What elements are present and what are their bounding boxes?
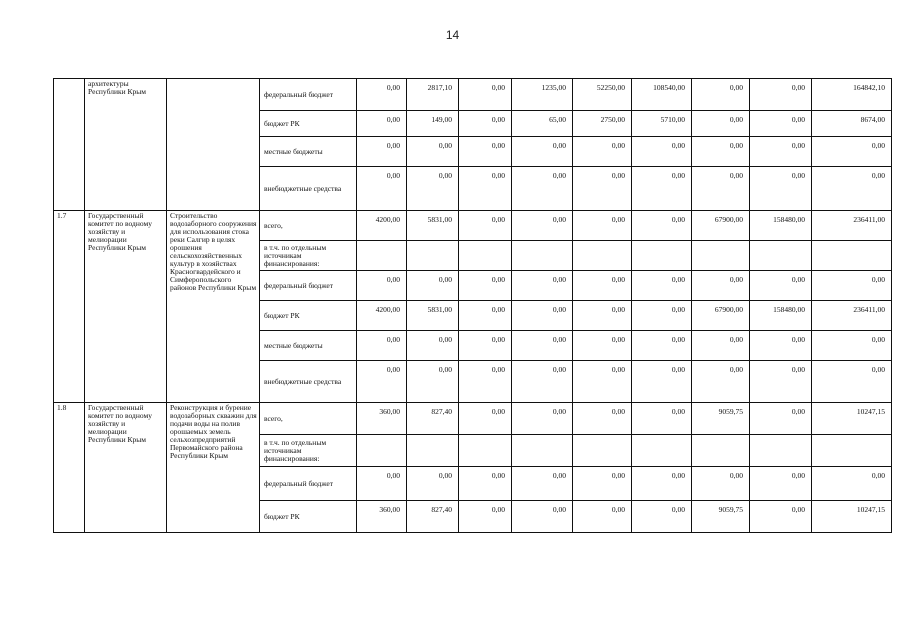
amount-cell: 360,00	[357, 501, 407, 533]
amount-cell: 0,00	[750, 501, 812, 533]
amount-cell: 0,00	[357, 111, 407, 137]
funding-source-cell: внебюджетные средства	[260, 361, 357, 403]
amount-cell: 149,00	[407, 111, 459, 137]
amount-cell: 0,00	[512, 211, 573, 241]
amount-cell: 67900,00	[692, 211, 750, 241]
amount-cell: 0,00	[692, 467, 750, 501]
amount-cell: 0,00	[812, 331, 892, 361]
amount-cell	[459, 435, 512, 467]
amount-cell: 0,00	[512, 301, 573, 331]
amount-cell: 108540,00	[632, 79, 692, 111]
amount-cell: 0,00	[459, 167, 512, 211]
amount-cell: 0,00	[632, 467, 692, 501]
amount-cell: 0,00	[632, 501, 692, 533]
amount-cell: 236411,00	[812, 301, 892, 331]
amount-cell: 0,00	[750, 331, 812, 361]
budget-table	[53, 78, 892, 533]
amount-cell: 4200,00	[357, 301, 407, 331]
amount-cell: 0,00	[459, 271, 512, 301]
row-number-cell: 1.8	[54, 403, 85, 533]
amount-cell: 5710,00	[632, 111, 692, 137]
amount-cell: 0,00	[459, 361, 512, 403]
amount-cell: 8674,00	[812, 111, 892, 137]
amount-cell: 0,00	[407, 361, 459, 403]
amount-cell	[512, 241, 573, 271]
amount-cell: 65,00	[512, 111, 573, 137]
amount-cell: 9059,75	[692, 501, 750, 533]
amount-cell	[573, 241, 632, 271]
amount-cell: 0,00	[750, 403, 812, 435]
row-number-cell: 1.7	[54, 211, 85, 403]
amount-cell: 0,00	[573, 467, 632, 501]
amount-cell: 0,00	[512, 501, 573, 533]
amount-cell: 0,00	[692, 79, 750, 111]
amount-cell: 0,00	[573, 301, 632, 331]
amount-cell	[812, 241, 892, 271]
amount-cell	[407, 241, 459, 271]
amount-cell: 158480,00	[750, 211, 812, 241]
activity-cell	[167, 79, 260, 211]
funding-source-cell: бюджет РК	[260, 501, 357, 533]
amount-cell: 0,00	[459, 211, 512, 241]
amount-cell: 158480,00	[750, 301, 812, 331]
amount-cell: 67900,00	[692, 301, 750, 331]
funding-source-cell: федеральный бюджет	[260, 467, 357, 501]
amount-cell: 2817,10	[407, 79, 459, 111]
executor-cell: Государственный комитет по водному хозяйству и мелиорации Республики Крым	[85, 403, 167, 533]
amount-cell	[573, 435, 632, 467]
amount-cell: 0,00	[407, 467, 459, 501]
amount-cell: 0,00	[459, 403, 512, 435]
amount-cell: 0,00	[692, 167, 750, 211]
amount-cell: 0,00	[573, 331, 632, 361]
activity-cell: Строительство водозаборного сооружения для использования стока реки Салгир в целях орошения сельскохозяйственных культур в хозяйствах Красногвардейского и Симферопольского районов Республики Крым	[167, 211, 260, 403]
amount-cell: 827,40	[407, 501, 459, 533]
amount-cell: 0,00	[459, 467, 512, 501]
amount-cell	[357, 241, 407, 271]
amount-cell: 2750,00	[573, 111, 632, 137]
amount-cell: 0,00	[573, 211, 632, 241]
amount-cell: 0,00	[357, 79, 407, 111]
amount-cell: 4200,00	[357, 211, 407, 241]
amount-cell: 10247,15	[812, 403, 892, 435]
amount-cell	[812, 435, 892, 467]
amount-cell: 0,00	[632, 331, 692, 361]
funding-source-cell: всего,	[260, 211, 357, 241]
amount-cell: 0,00	[407, 331, 459, 361]
amount-cell: 0,00	[357, 331, 407, 361]
amount-cell: 0,00	[632, 271, 692, 301]
amount-cell: 0,00	[459, 301, 512, 331]
table-row	[54, 79, 892, 111]
amount-cell: 0,00	[459, 331, 512, 361]
amount-cell: 0,00	[750, 79, 812, 111]
amount-cell: 0,00	[692, 361, 750, 403]
amount-cell: 0,00	[459, 137, 512, 167]
amount-cell	[750, 435, 812, 467]
funding-source-cell: бюджет РК	[260, 301, 357, 331]
amount-cell: 0,00	[812, 361, 892, 403]
amount-cell: 0,00	[750, 467, 812, 501]
amount-cell: 0,00	[512, 361, 573, 403]
amount-cell: 0,00	[512, 467, 573, 501]
amount-cell: 0,00	[357, 467, 407, 501]
amount-cell: 0,00	[750, 271, 812, 301]
amount-cell: 0,00	[692, 271, 750, 301]
funding-source-cell: федеральный бюджет	[260, 271, 357, 301]
amount-cell	[459, 241, 512, 271]
amount-cell	[750, 241, 812, 271]
amount-cell: 0,00	[632, 167, 692, 211]
amount-cell: 360,00	[357, 403, 407, 435]
row-number-cell	[54, 79, 85, 211]
amount-cell: 9059,75	[692, 403, 750, 435]
amount-cell: 0,00	[512, 331, 573, 361]
funding-source-cell: всего,	[260, 403, 357, 435]
amount-cell: 0,00	[459, 79, 512, 111]
amount-cell: 164842,10	[812, 79, 892, 111]
amount-cell: 0,00	[812, 137, 892, 167]
amount-cell: 0,00	[407, 137, 459, 167]
amount-cell: 0,00	[812, 271, 892, 301]
amount-cell: 236411,00	[812, 211, 892, 241]
amount-cell: 0,00	[750, 167, 812, 211]
amount-cell: 0,00	[750, 111, 812, 137]
amount-cell: 0,00	[512, 403, 573, 435]
amount-cell: 5831,00	[407, 301, 459, 331]
amount-cell: 0,00	[357, 137, 407, 167]
amount-cell: 0,00	[512, 137, 573, 167]
funding-source-cell: в т.ч. по отдельным источникам финансирования:	[260, 435, 357, 467]
funding-source-cell: федеральный бюджет	[260, 79, 357, 111]
amount-cell: 0,00	[573, 137, 632, 167]
amount-cell: 5831,00	[407, 211, 459, 241]
amount-cell: 0,00	[407, 167, 459, 211]
funding-source-cell: в т.ч. по отдельным источникам финансирования:	[260, 241, 357, 271]
amount-cell: 827,40	[407, 403, 459, 435]
amount-cell: 0,00	[812, 167, 892, 211]
amount-cell: 0,00	[632, 301, 692, 331]
funding-source-cell: бюджет РК	[260, 111, 357, 137]
amount-cell: 0,00	[632, 403, 692, 435]
amount-cell: 1235,00	[512, 79, 573, 111]
amount-cell: 0,00	[407, 271, 459, 301]
amount-cell	[632, 241, 692, 271]
amount-cell: 0,00	[357, 361, 407, 403]
amount-cell	[512, 435, 573, 467]
amount-cell: 0,00	[357, 167, 407, 211]
amount-cell: 0,00	[573, 361, 632, 403]
executor-cell: Государственный комитет по водному хозяйству и мелиорации Республики Крым	[85, 211, 167, 403]
amount-cell: 0,00	[512, 271, 573, 301]
executor-cell: архитектуры Республики Крым	[85, 79, 167, 211]
table-row	[54, 211, 892, 241]
amount-cell: 0,00	[750, 137, 812, 167]
amount-cell: 52250,00	[573, 79, 632, 111]
amount-cell: 10247,15	[812, 501, 892, 533]
amount-cell: 0,00	[573, 501, 632, 533]
funding-source-cell: местные бюджеты	[260, 137, 357, 167]
amount-cell: 0,00	[692, 331, 750, 361]
funding-source-cell: внебюджетные средства	[260, 167, 357, 211]
amount-cell	[692, 435, 750, 467]
page-number: 14	[445, 28, 460, 42]
amount-cell: 0,00	[459, 111, 512, 137]
amount-cell	[407, 435, 459, 467]
amount-cell: 0,00	[692, 137, 750, 167]
amount-cell	[692, 241, 750, 271]
amount-cell: 0,00	[573, 167, 632, 211]
amount-cell: 0,00	[750, 361, 812, 403]
amount-cell: 0,00	[692, 111, 750, 137]
funding-source-cell: местные бюджеты	[260, 331, 357, 361]
amount-cell: 0,00	[357, 271, 407, 301]
amount-cell: 0,00	[632, 211, 692, 241]
amount-cell	[632, 435, 692, 467]
amount-cell: 0,00	[459, 501, 512, 533]
amount-cell: 0,00	[632, 361, 692, 403]
amount-cell: 0,00	[812, 467, 892, 501]
amount-cell: 0,00	[632, 137, 692, 167]
amount-cell: 0,00	[573, 271, 632, 301]
activity-cell: Реконструкция и бурение водозаборных скважин для подачи воды на полив орошаемых земель сельхозпредприятий Первомайского района Республики Крым	[167, 403, 260, 533]
amount-cell: 0,00	[573, 403, 632, 435]
amount-cell	[357, 435, 407, 467]
amount-cell: 0,00	[512, 167, 573, 211]
table-row	[54, 403, 892, 435]
